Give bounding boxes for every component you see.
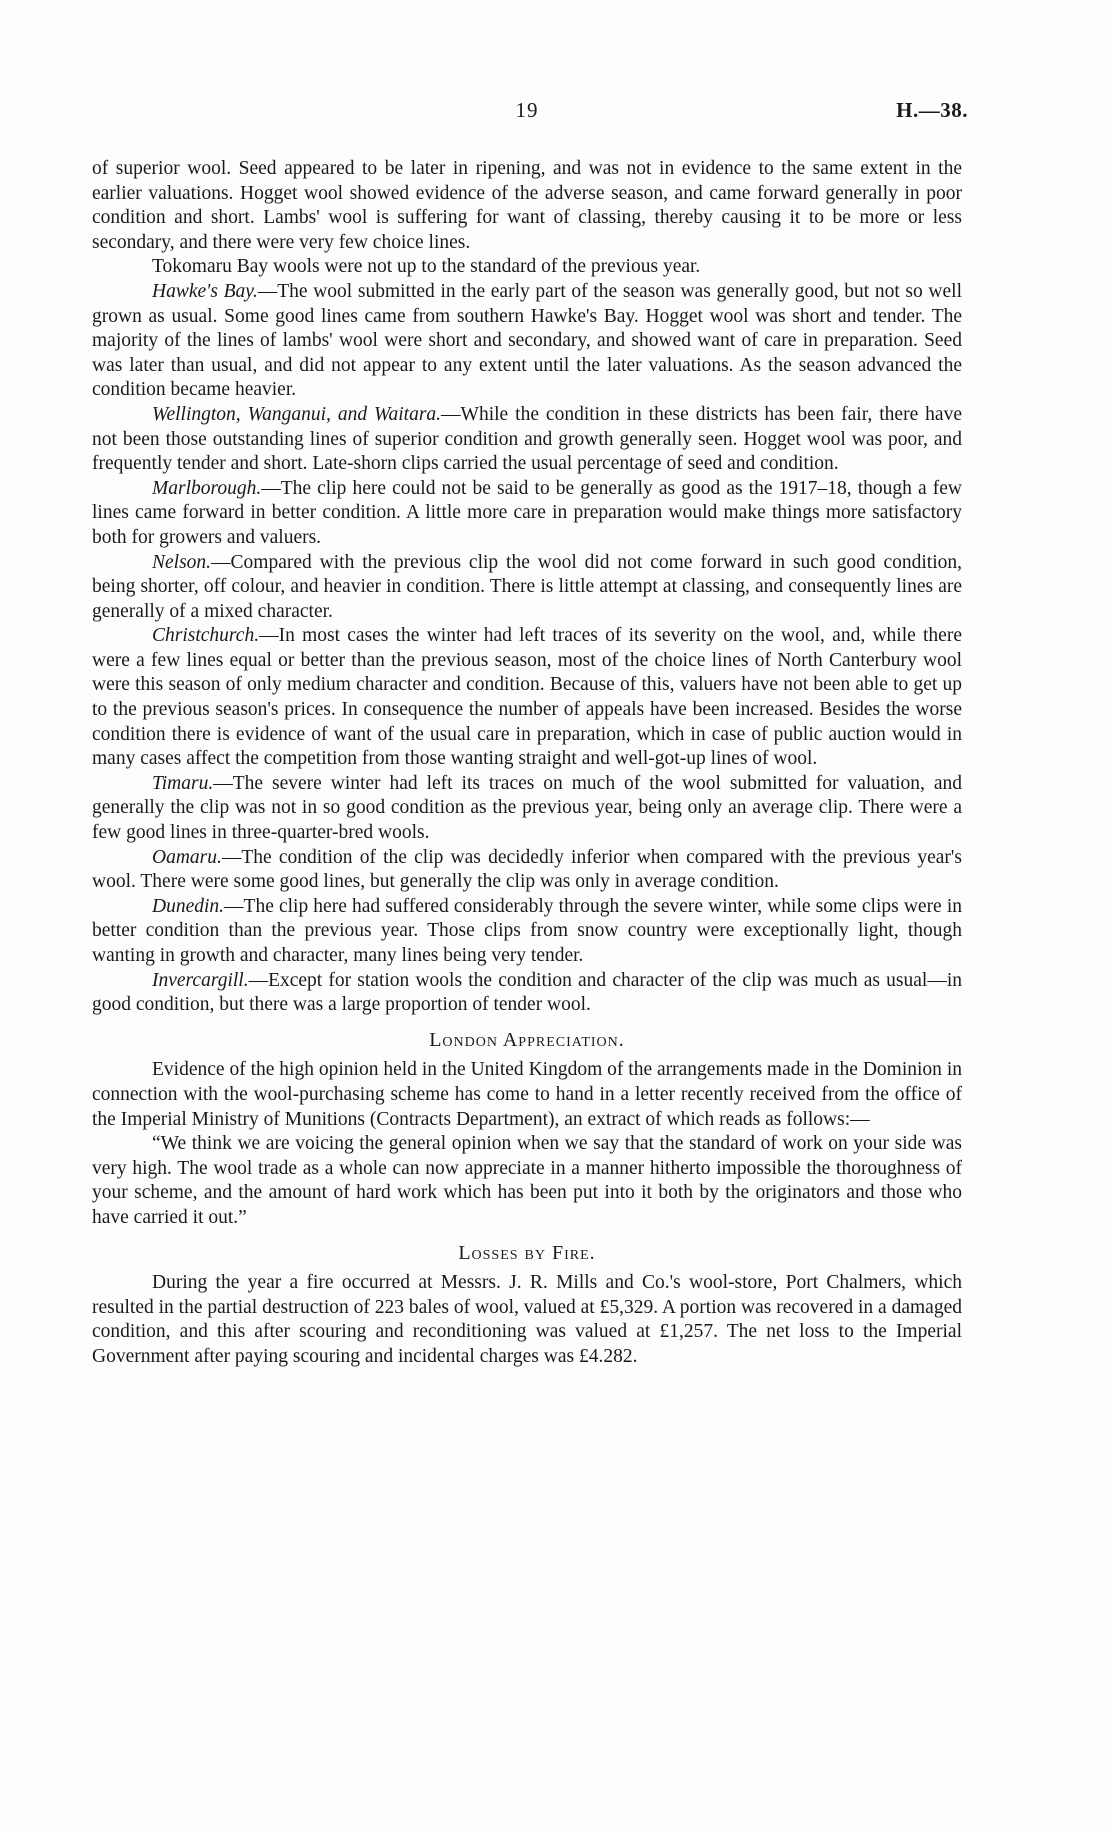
region-heading: Marlborough. <box>152 477 262 499</box>
paragraph-fire-losses: During the year a fire occurred at Messrs. J. R. Mills and Co.'s wool-store, Port Chalmers, which resulted in the partial destruction of 223 bales of wool, valued at £5,329. A portion was recovered in a damaged condition, and this after scouring and reconditioning was valued at £1,257. The net loss to the Imperial Government after paying scouring and incidental charges was £4.282. <box>92 1272 962 1367</box>
quotation-paragraph: “We think we are voicing the general opinion when we say that the standard of work on your side was very high. The wool trade as a whole can now appreciate in a manner hitherto impossible the thoroughness of your scheme, and the amount of hard work which has been put into it both by the originators and those who have carried it out.” <box>92 1133 962 1228</box>
paragraph-wellington <box>92 403 962 477</box>
region-text: —The clip here could not be said to be generally as good as the 1917–18, though a few lines came forward in better condition. A little more care in preparation would make things more satisfactory both for growers and valuers. <box>92 477 962 548</box>
paragraph-timaru <box>92 772 962 846</box>
region-heading: Timaru. <box>152 772 214 794</box>
document-reference: H.—38. <box>896 98 968 122</box>
region-text: —The condition of the clip was decidedly inferior when compared with the previous year's wool. There were some good lines, but generally the clip was only in average condition. <box>92 846 962 893</box>
paragraph-dunedin <box>92 895 962 969</box>
paragraph-invercargill <box>92 969 962 1018</box>
region-heading: Hawke's Bay. <box>152 280 258 302</box>
paragraph-christchurch <box>92 624 962 772</box>
region-heading: Invercargill. <box>152 969 249 991</box>
paragraph-continued: of superior wool. Seed appeared to be later in ripening, and was not in evidence to the same extent in the earlier valuations. Hogget wool showed evidence of the adverse season, and came forward generally in poor condition and short. Lambs' wool is suffering for want of classing, thereby causing it to be more or less secondary, and there were very few choice lines. <box>92 158 962 253</box>
paragraph-tokomaru-bay: Tokomaru Bay wools were not up to the standard of the previous year. <box>152 256 701 278</box>
paragraph-nelson <box>92 551 962 625</box>
region-heading: Dunedin. <box>152 895 225 917</box>
region-text: —The clip here had suffered considerably through the severe winter, while some clips were in better condition than the previous year. Those clips from snow country were exceptionally light, though wanting in growth and character, many lines being very tender. <box>92 895 962 966</box>
body-text <box>92 157 962 1370</box>
region-text: —While the condition in these districts has been fair, there have not been those outstanding lines of superior condition and growth generally seen. Hogget wool was poor, and frequently tender and short. Late-shorn clips carried the usual percentage of seed and condition. <box>92 403 962 475</box>
region-text: —The severe winter had left its traces on much of the wool submitted for valuation, and generally the clip was not in so good condition as the previous year, being only an average clip. There were a few good lines in three-quarter-bred wools. <box>92 772 962 844</box>
region-text: —The wool submitted in the early part of the season was generally good, but not so well grown as usual. Some good lines came from southern Hawke's Bay. Hogget wool was short and tender. The majority of the lines of lambs' wool were short and secondary, and showed want of care in preparation. Seed was later than usual, and did not appear to any extent until the later valuations. As the season advanced the condition became heavier. <box>92 280 962 401</box>
region-heading: Oamaru. <box>152 846 222 868</box>
region-heading: Nelson. <box>152 551 212 573</box>
section-heading-losses-by-fire: Losses by Fire. <box>458 1241 596 1264</box>
page-header <box>92 98 968 130</box>
section-heading-london-appreciation: London Appreciation. <box>429 1028 625 1051</box>
region-heading: Christchurch. <box>152 625 260 647</box>
paragraph-oamaru <box>92 846 962 895</box>
region-heading: Wellington, Wanganui, and Waitara. <box>152 403 442 425</box>
paragraph-marlborough <box>92 477 962 551</box>
page-number: 19 <box>515 98 539 122</box>
region-text: —Except for station wools the condition and character of the clip was much as usual—in good condition, but there was a large proportion of tender wool. <box>92 969 962 1016</box>
paragraph-hawkes-bay <box>92 280 962 403</box>
region-text: —In most cases the winter had left traces of its severity on the wool, and, while there were a few lines equal or better than the previous season, most of the choice lines of North Canterbury wool were this season of only medium character and condition. Because of this, valuers have not been able to get up to the previous season's prices. In consequence the number of appeals have been increased. Besides the worse condition there is evidence of want of the usual care in preparation, which in case of public auction would in many cases affect the competition from those wanting straight and well-got-up lines of wool. <box>92 625 962 770</box>
paragraph-london-evidence: Evidence of the high opinion held in the United Kingdom of the arrangements made in the Dominion in connection with the wool-purchasing scheme has come to hand in a letter recently received from the office of the Imperial Ministry of Munitions (Contracts Department), an extract of which reads as follows:— <box>92 1059 962 1130</box>
region-text: —Compared with the previous clip the wool did not come forward in such good condition, being shorter, off colour, and heavier in condition. There is little attempt at classing, and consequently lines are generally of a mixed character. <box>92 551 962 622</box>
